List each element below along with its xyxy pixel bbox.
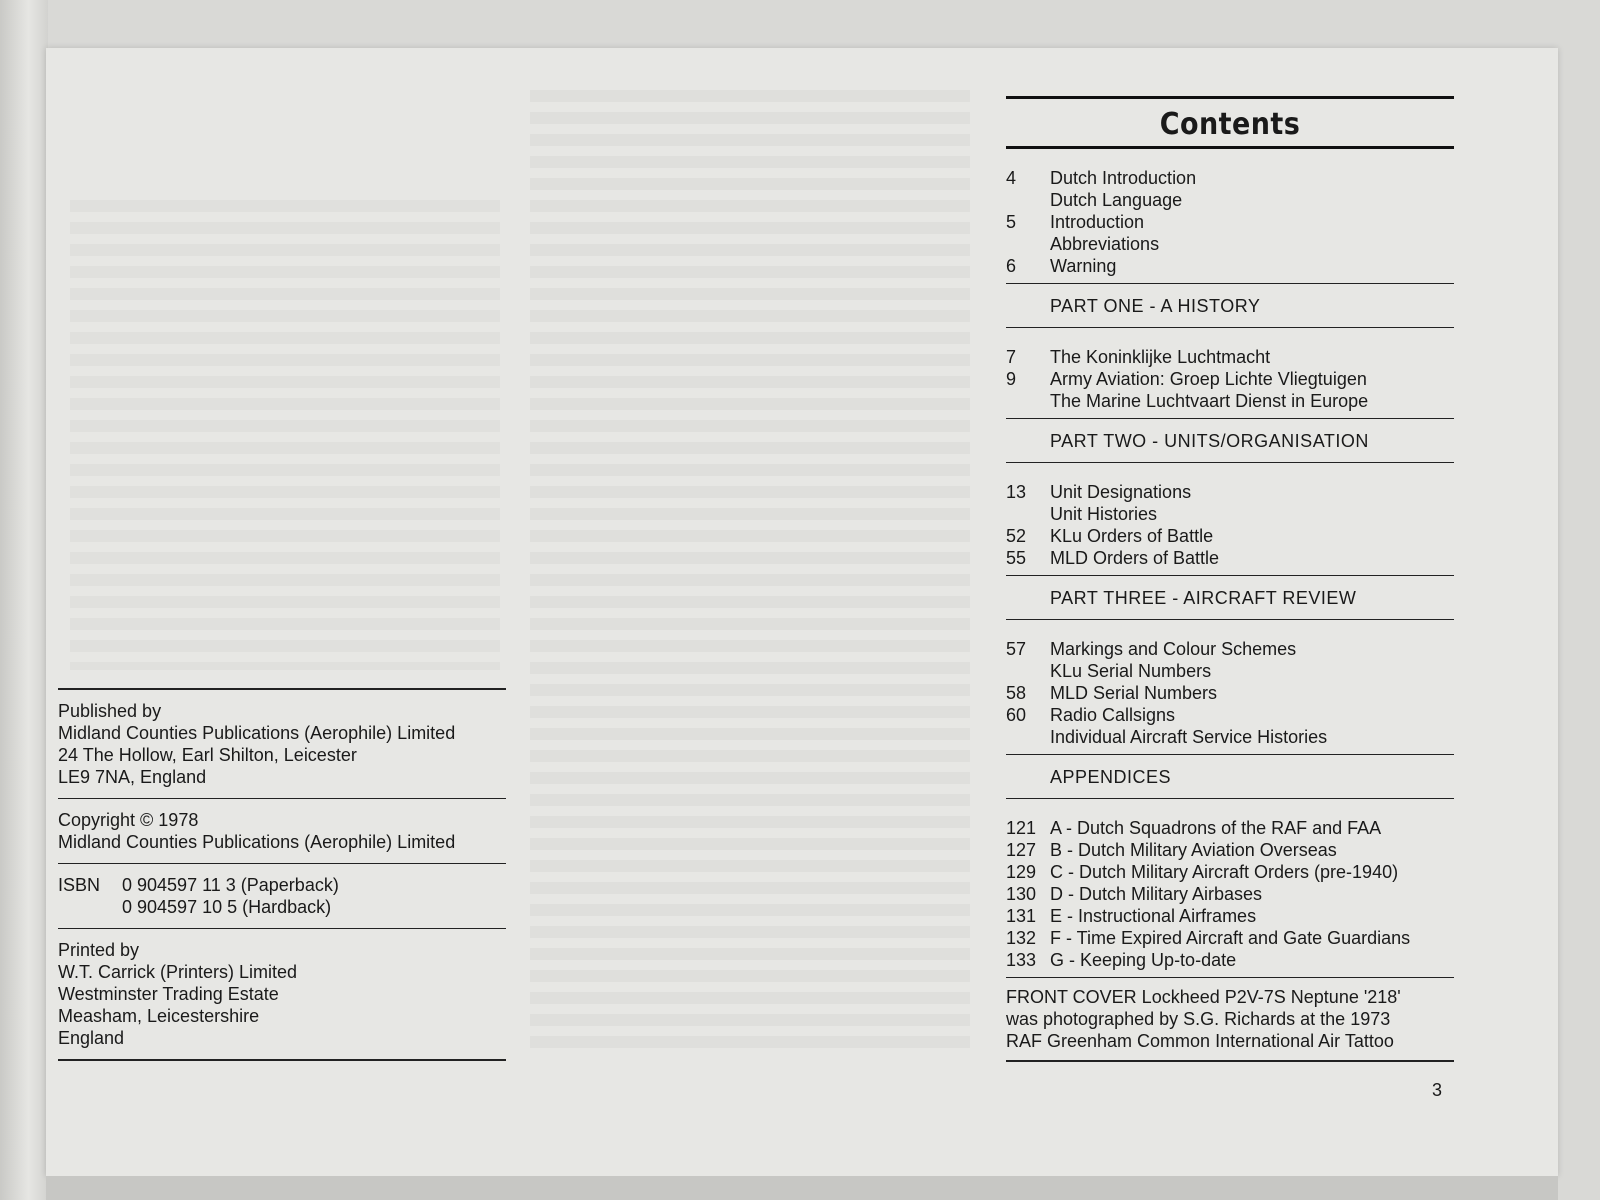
toc-page: 7 [1006,347,1017,367]
cover-caption-line: was photographed by S.G. Richards at the 1973 [1006,1009,1391,1029]
toc-title: Warning [1050,256,1117,276]
toc-page [1006,726,1050,748]
toc-title: A - Dutch Squadrons of the RAF and FAA [1050,818,1382,838]
page-number: 3 [1432,1080,1443,1100]
isbn-line: 0 904597 10 5 (Hardback) [122,897,332,917]
toc-entry [1006,638,1454,660]
copyright-line: Copyright © 1978 [58,810,199,830]
toc-entry [1006,927,1454,949]
toc-page: 127 [1006,840,1037,860]
toc-entry [1006,189,1454,211]
section-heading: PART THREE - AIRCRAFT REVIEW [1050,588,1357,608]
part-three-entries [1006,620,1454,754]
printer-block [58,929,506,1059]
section-heading: PART ONE - A HISTORY [1050,296,1261,316]
toc-page: 133 [1006,950,1037,970]
toc-title: B - Dutch Military Aviation Overseas [1050,840,1337,860]
book-spine [0,0,48,1200]
show-through-text [530,90,970,1050]
toc-entry [1006,167,1454,189]
copyright-line: Midland Counties Publications (Aerophile) Limited [58,832,456,852]
toc-title: Individual Aircraft Service Histories [1050,727,1328,747]
toc-page: 55 [1006,548,1027,568]
toc-entry [1006,704,1454,726]
toc-title: Abbreviations [1050,234,1160,254]
toc-entry [1006,883,1454,905]
toc-page [1006,660,1050,682]
toc-title: KLu Orders of Battle [1050,526,1214,546]
toc-entry [1006,233,1454,255]
toc-page: 6 [1006,256,1017,276]
intro-entries [1006,149,1454,283]
toc-title: Markings and Colour Schemes [1050,639,1297,659]
front-cover-caption [1006,978,1454,1060]
toc-page: 9 [1006,369,1017,389]
isbn-line: 0 904597 11 3 (Paperback) [122,875,339,895]
toc-title: C - Dutch Military Aircraft Orders (pre-1940) [1050,862,1399,882]
toc-page: 57 [1006,639,1027,659]
toc-page [1006,189,1050,211]
section-heading: APPENDICES [1050,767,1172,787]
cover-caption-line: FRONT COVER Lockheed P2V-7S Neptune '218' [1006,987,1401,1007]
part-one-entries [1006,328,1454,418]
table-of-contents [1006,96,1454,1062]
printer-line: England [58,1028,125,1048]
publisher-line: Midland Counties Publications (Aerophile) Limited [58,723,456,743]
toc-page: 129 [1006,862,1037,882]
toc-entry [1006,905,1454,927]
publisher-line: LE9 7NA, England [58,767,207,787]
toc-page: 4 [1006,168,1017,188]
part-two-entries [1006,463,1454,575]
toc-entry [1006,726,1454,748]
divider [58,1059,506,1061]
toc-title: MLD Orders of Battle [1050,548,1220,568]
toc-entry [1006,660,1454,682]
toc-title: The Marine Luchtvaart Dienst in Europe [1050,391,1369,411]
contents-title: Contents [1159,107,1301,142]
toc-title: E - Instructional Airframes [1050,906,1257,926]
toc-page: 5 [1006,212,1017,232]
toc-entry [1006,255,1454,277]
isbn-block [58,864,506,928]
toc-page: 52 [1006,526,1027,546]
toc-page: 131 [1006,906,1037,926]
toc-entry [1006,503,1454,525]
copyright-block [58,799,506,863]
toc-title: Introduction [1050,212,1145,232]
toc-entry [1006,368,1454,390]
toc-title: D - Dutch Military Airbases [1050,884,1263,904]
toc-page: 121 [1006,818,1037,838]
section-heading: PART TWO - UNITS/ORGANISATION [1050,431,1369,451]
toc-entry [1006,839,1454,861]
printer-line: Westminster Trading Estate [58,984,279,1004]
toc-title: F - Time Expired Aircraft and Gate Guardians [1050,928,1411,948]
printer-line: Measham, Leicestershire [58,1006,260,1026]
toc-page: 132 [1006,928,1037,948]
toc-title: Unit Designations [1050,482,1192,502]
toc-entry [1006,481,1454,503]
toc-title: Dutch Language [1050,190,1183,210]
toc-entry [1006,346,1454,368]
show-through-text-left [70,200,500,670]
cover-caption-line: RAF Greenham Common International Air Tattoo [1006,1031,1394,1051]
publisher-line: 24 The Hollow, Earl Shilton, Leicester [58,745,357,765]
appendix-entries [1006,799,1454,977]
imprint [58,688,506,1061]
toc-title: KLu Serial Numbers [1050,661,1212,681]
toc-entry [1006,682,1454,704]
publisher-block [58,690,506,798]
toc-title: MLD Serial Numbers [1050,683,1218,703]
toc-title: Dutch Introduction [1050,168,1197,188]
toc-entry [1006,817,1454,839]
toc-entry [1006,949,1454,971]
page-bottom-edge [46,1176,1558,1200]
toc-page: 13 [1006,482,1027,502]
toc-title: G - Keeping Up-to-date [1050,950,1237,970]
toc-title: The Koninklijke Luchtmacht [1050,347,1271,367]
printer-line: Printed by [58,940,140,960]
toc-title: Army Aviation: Groep Lichte Vliegtuigen [1050,369,1367,389]
toc-page [1006,390,1050,412]
toc-title: Radio Callsigns [1050,705,1176,725]
publisher-line: Published by [58,701,162,721]
toc-entry [1006,861,1454,883]
toc-page [1006,233,1050,255]
toc-page [1006,503,1050,525]
toc-page: 130 [1006,884,1037,904]
divider [1006,1060,1454,1062]
toc-page: 60 [1006,705,1027,725]
printer-line: W.T. Carrick (Printers) Limited [58,962,298,982]
toc-entry [1006,211,1454,233]
isbn-label: ISBN [58,875,101,895]
toc-page: 58 [1006,683,1027,703]
toc-entry [1006,390,1454,412]
toc-entry [1006,547,1454,569]
toc-entry [1006,525,1454,547]
toc-title: Unit Histories [1050,504,1158,524]
